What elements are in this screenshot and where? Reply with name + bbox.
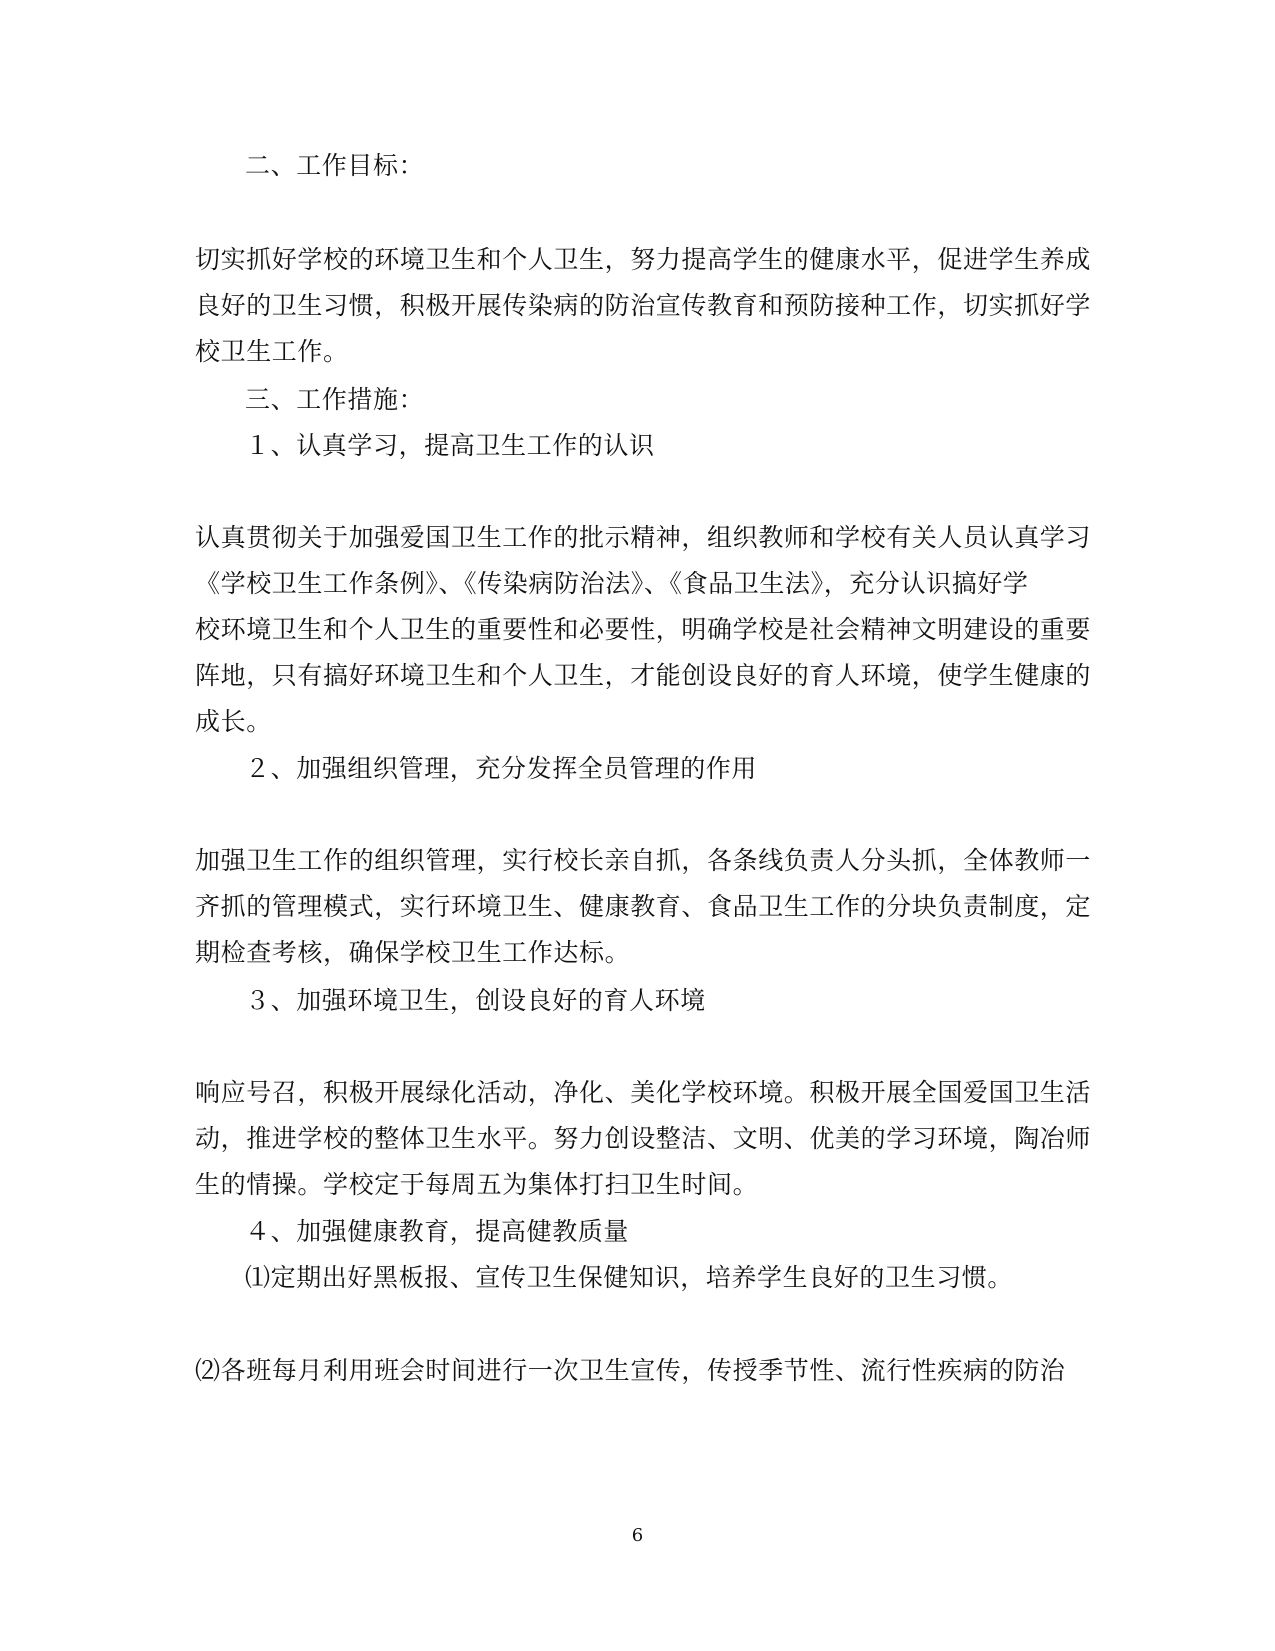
heading-work-goals: 二、工作目标： bbox=[245, 151, 425, 180]
item4-sub-point-1: ⑴定期出好黑板报、宣传卫生保健知识，培养学生良好的卫生习惯。 bbox=[245, 1263, 1014, 1292]
item4-sub-point-2: ⑵各班每月利用班会时间进行一次卫生宣传，传授季节性、流行性疾病的防治 bbox=[195, 1356, 1066, 1385]
goals-paragraph-line: 切实抓好学校的环境卫生和个人卫生，努力提高学生的健康水平，促进学生养成 bbox=[195, 245, 1092, 274]
item3-paragraph-line: 响应号召，积极开展绿化活动，净化、美化学校环境。积极开展全国爱国卫生活 bbox=[195, 1078, 1092, 1107]
item3-paragraph-line: 生的情操。学校定于每周五为集体打扫卫生时间。 bbox=[195, 1170, 759, 1199]
heading-work-measures: 三、工作措施： bbox=[245, 385, 425, 414]
measure-item-4-title: ４、加强健康教育，提高健教质量 bbox=[245, 1217, 630, 1246]
page-number: 6 bbox=[631, 1525, 644, 1546]
item1-paragraph-line: 成长。 bbox=[195, 707, 272, 736]
goals-paragraph-line: 校卫生工作。 bbox=[195, 337, 349, 366]
item1-paragraph-line: 阵地，只有搞好环境卫生和个人卫生，才能创设良好的育人环境，使学生健康的 bbox=[195, 661, 1092, 690]
item2-paragraph-line: 齐抓的管理模式，实行环境卫生、健康教育、食品卫生工作的分块负责制度，定 bbox=[195, 892, 1092, 921]
measure-item-2-title: ２、加强组织管理，充分发挥全员管理的作用 bbox=[245, 754, 758, 783]
item1-paragraph-line: 校环境卫生和个人卫生的重要性和必要性，明确学校是社会精神文明建设的重要 bbox=[195, 615, 1092, 644]
item1-paragraph-line: 《学校卫生工作条例》、《传染病防治法》、《食品卫生法》，充分认识搞好学 bbox=[195, 569, 1029, 598]
item1-paragraph-line: 认真贯彻关于加强爱国卫生工作的批示精神，组织教师和学校有关人员认真学习 bbox=[195, 523, 1092, 552]
item3-paragraph-line: 动，推进学校的整体卫生水平。努力创设整洁、文明、优美的学习环境，陶冶师 bbox=[195, 1124, 1092, 1153]
measure-item-1-title: １、认真学习，提高卫生工作的认识 bbox=[245, 431, 655, 460]
measure-item-3-title: ３、加强环境卫生，创设良好的育人环境 bbox=[245, 986, 706, 1015]
item2-paragraph-line: 期检查考核，确保学校卫生工作达标。 bbox=[195, 938, 631, 967]
goals-paragraph-line: 良好的卫生习惯，积极开展传染病的防治宣传教育和预防接种工作，切实抓好学 bbox=[195, 291, 1092, 320]
item2-paragraph-line: 加强卫生工作的组织管理，实行校长亲自抓，各条线负责人分头抓，全体教师一 bbox=[195, 846, 1092, 875]
